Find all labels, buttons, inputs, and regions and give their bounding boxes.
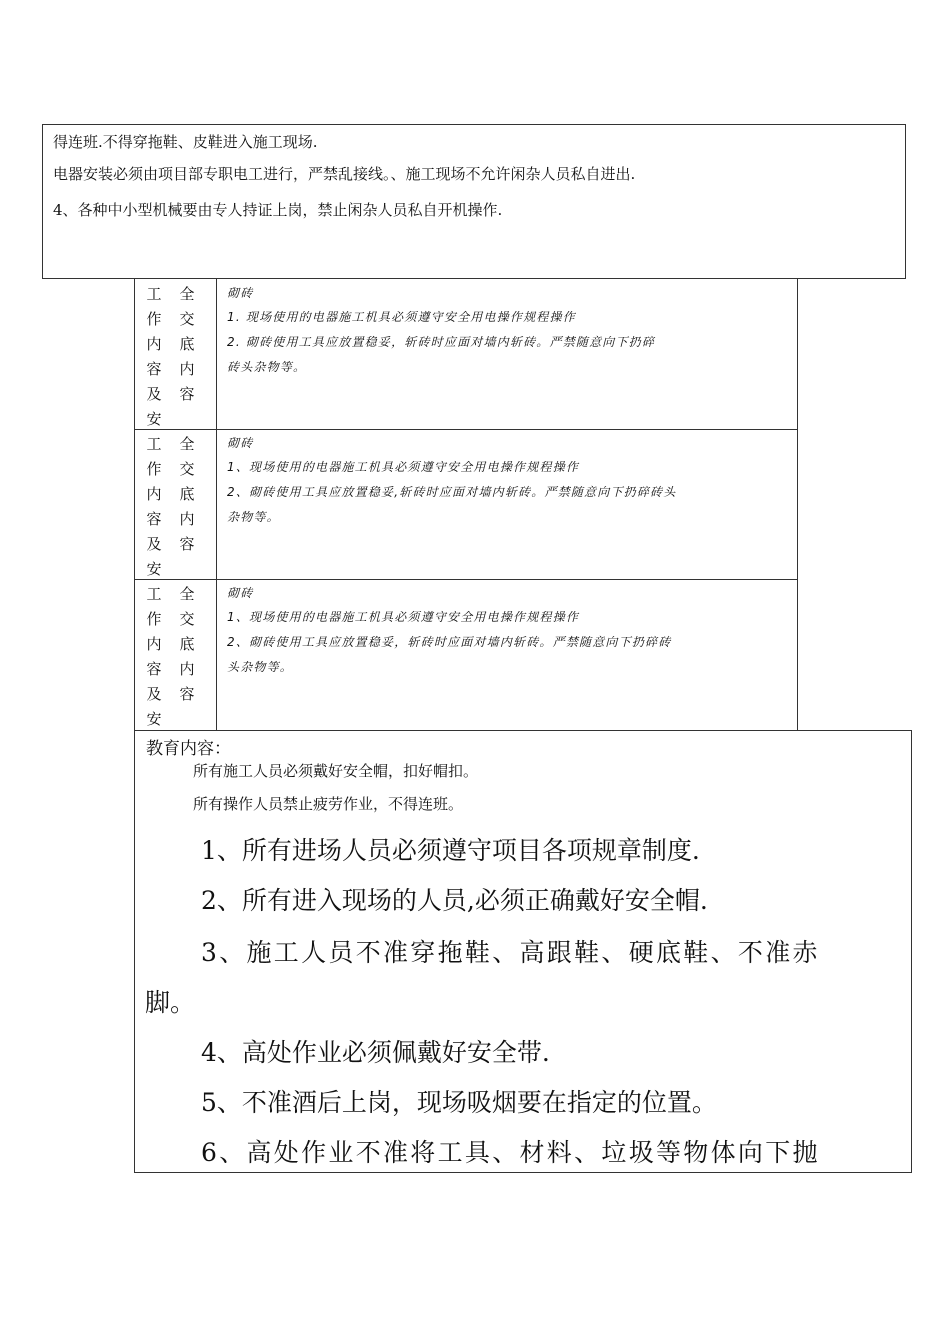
table-row <box>135 429 797 580</box>
label-char: 容 <box>146 360 162 378</box>
content-line: 头杂物等。 <box>227 660 294 674</box>
row-content <box>216 279 798 429</box>
label-char: 及 <box>146 535 162 553</box>
label-char: 内 <box>179 510 195 528</box>
label-char: 全 <box>179 585 195 603</box>
content-line: 1、现场使用的电器施工机具必须遵守安全用电操作规程操作 <box>227 460 580 474</box>
label-char: 安 <box>146 710 162 728</box>
label-char: 作 <box>146 310 162 328</box>
notice-line-1: 得连班.不得穿拖鞋、皮鞋进入施工现场. <box>53 133 318 151</box>
label-char: 容 <box>179 385 195 403</box>
education-title: 教育内容： <box>146 739 231 759</box>
label-char: 内 <box>146 335 162 353</box>
label-char: 内 <box>179 660 195 678</box>
content-line: 1. 现场使用的电器施工机具必须遵守安全用电操作规程操作 <box>227 310 576 324</box>
top-notice-box <box>42 124 906 279</box>
content-line: 2、砌砖使用工具应放置稳妥，斩砖时应面对墙内斩砖。严禁随意向下扔碎砖 <box>227 635 672 649</box>
label-char: 容 <box>179 535 195 553</box>
label-char: 工 <box>146 585 162 603</box>
label-char: 全 <box>179 285 195 303</box>
rule-1: 1、所有进场人员必须遵守项目各项规章制度. <box>201 836 700 865</box>
label-char: 及 <box>146 685 162 703</box>
label-char: 底 <box>179 485 195 503</box>
label-char: 交 <box>179 310 195 328</box>
row-label <box>135 580 216 730</box>
label-char: 底 <box>179 335 195 353</box>
content-line: 杂物等。 <box>227 510 280 524</box>
label-char: 安 <box>146 560 162 578</box>
label-char: 工 <box>146 285 162 303</box>
row-content <box>216 430 798 580</box>
education-content-box <box>134 730 912 1173</box>
rule-2: 2、所有进入现场的人员,必须正确戴好安全帽. <box>201 886 708 915</box>
notice-line-3: 4、各种中小型机械要由专人持证上岗，禁止闲杂人员私自开机操作. <box>53 201 503 219</box>
content-line: 2. 砌砖使用工具应放置稳妥，斩砖时应面对墙内斩砖。严禁随意向下扔碎 <box>227 335 656 349</box>
rule-4: 4、高处作业必须佩戴好安全带. <box>201 1038 550 1067</box>
label-char: 作 <box>146 610 162 628</box>
content-line: 2、砌砖使用工具应放置稳妥,斩砖时应面对墙内斩砖。严禁随意向下扔碎砖头 <box>227 485 677 499</box>
row-content <box>216 580 798 730</box>
row-label <box>135 430 216 580</box>
table-row <box>135 579 797 730</box>
label-char: 作 <box>146 460 162 478</box>
rule-3: 3、施工人员不准穿拖鞋、高跟鞋、硬底鞋、不准赤 <box>201 938 820 967</box>
notice-line-2: 电器安装必须由项目部专职电工进行，严禁乱接线。、施工现场不允许闲杂人员私自进出. <box>53 165 636 183</box>
content-heading: 砌砖 <box>227 586 254 600</box>
label-char: 容 <box>146 510 162 528</box>
table-row <box>135 279 797 429</box>
rule-3-cont: 脚。 <box>145 988 196 1017</box>
row-label <box>135 279 216 429</box>
label-char: 安 <box>146 410 162 428</box>
label-char: 容 <box>179 685 195 703</box>
label-char: 内 <box>146 635 162 653</box>
label-char: 交 <box>179 610 195 628</box>
content-heading: 砌砖 <box>227 286 254 300</box>
label-char: 内 <box>179 360 195 378</box>
content-line: 1、现场使用的电器施工机具必须遵守安全用电操作规程操作 <box>227 610 580 624</box>
safety-briefing-table <box>134 279 798 730</box>
label-char: 内 <box>146 485 162 503</box>
rule-6: 6、高处作业不准将工具、材料、垃圾等物体向下抛 <box>201 1138 820 1167</box>
rule-5: 5、不准酒后上岗，现场吸烟要在指定的位置。 <box>201 1088 717 1117</box>
label-char: 底 <box>179 635 195 653</box>
content-heading: 砌砖 <box>227 436 254 450</box>
education-note-1: 所有施工人员必须戴好安全帽，扣好帽扣。 <box>193 762 479 780</box>
label-char: 容 <box>146 660 162 678</box>
label-char: 交 <box>179 460 195 478</box>
label-char: 及 <box>146 385 162 403</box>
content-line: 砖头杂物等。 <box>227 360 307 374</box>
education-note-2: 所有操作人员禁止疲劳作业，不得连班。 <box>193 795 464 813</box>
label-char: 工 <box>146 435 162 453</box>
label-char: 全 <box>179 435 195 453</box>
